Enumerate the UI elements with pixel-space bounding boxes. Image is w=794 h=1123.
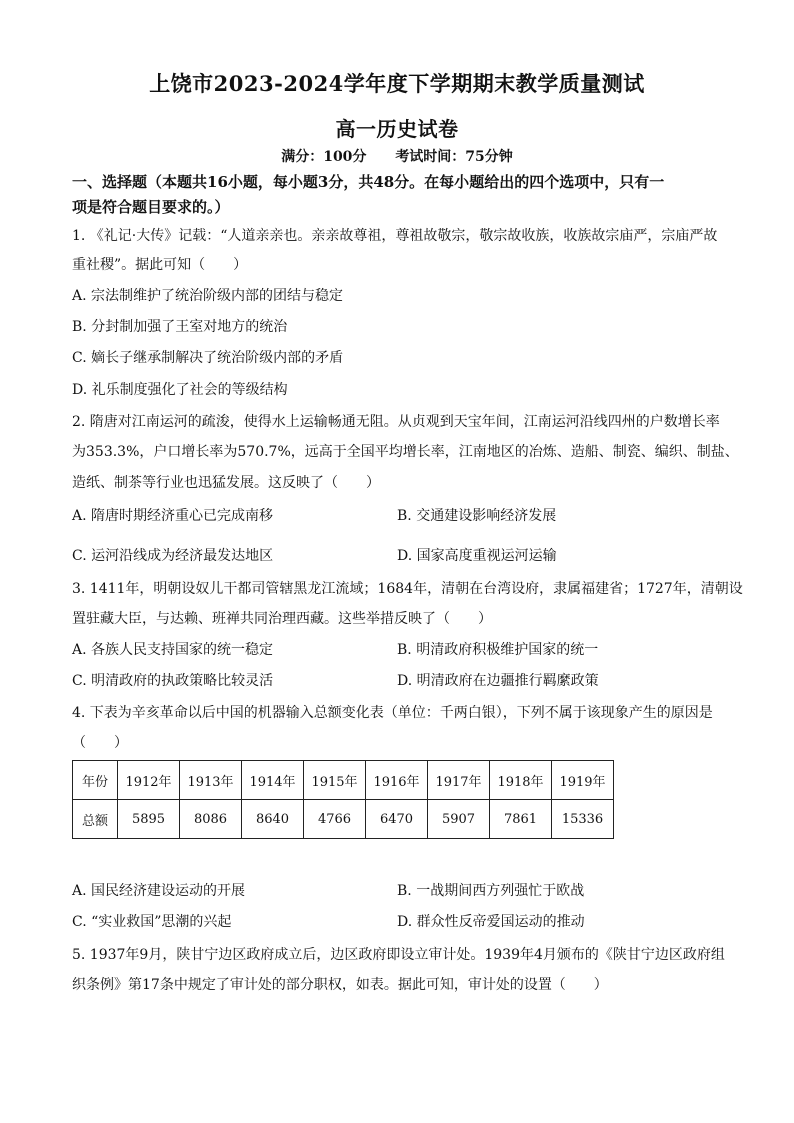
q4-stem-line-2: （ ） (72, 735, 128, 751)
q4-option-c[interactable]: C. “实业救国”思潮的兴起 (72, 914, 232, 930)
q1-option-d[interactable]: D. 礼乐制度强化了社会的等级结构 (72, 382, 288, 398)
q3-stem-line-1: 3. 1411年，明朝设奴儿干都司管辖黑龙江流域；1684年，清朝在台湾设府，隶属福建省；1727年，清朝设 (72, 581, 743, 597)
q2-option-d[interactable]: D. 国家高度重视运河运输 (397, 548, 557, 564)
q5-stem-line-1: 5. 1937年9月，陕甘宁边区政府成立后，边区政府即设立审计处。1939年4月颁布的《陕甘宁边区政府组 (72, 947, 725, 963)
q2-option-a[interactable]: A. 隋唐时期经济重心已完成南移 (72, 508, 274, 524)
q1-option-b[interactable]: B. 分封制加强了王室对地方的统治 (72, 319, 288, 335)
section-heading-line-1: 一、选择题（本题共16小题，每小题3分，共48分。在每小题给出的四个选项中，只有一 (72, 173, 665, 191)
table-cell: 1913年 (180, 761, 242, 800)
exam-time: 考试时间：75分钟 (395, 149, 513, 165)
q5-stem-line-2: 织条例》第17条中规定了审计处的部分职权，如表。据此可知，审计处的设置（ ） (72, 977, 608, 993)
exam-subtitle: 高一历史试卷 (335, 117, 459, 141)
table-header-cell: 年份 (73, 761, 118, 800)
q2-option-c[interactable]: C. 运河沿线成为经济最发达地区 (72, 548, 274, 564)
table-row (73, 800, 614, 839)
table-cell: 7861 (490, 800, 552, 839)
q3-option-a[interactable]: A. 各族人民支持国家的统一稳定 (72, 642, 274, 658)
table-cell: 1916年 (366, 761, 428, 800)
table-cell: 1914年 (242, 761, 304, 800)
q3-option-d[interactable]: D. 明清政府在边疆推行羁縻政策 (397, 673, 599, 689)
q4-option-b[interactable]: B. 一战期间西方列强忙于欧战 (397, 883, 585, 899)
table-cell: 6470 (366, 800, 428, 839)
q4-option-a[interactable]: A. 国民经济建设运动的开展 (72, 883, 246, 899)
q1-stem-line-1: 1. 《礼记·大传》记载：“人道亲亲也。亲亲故尊祖，尊祖故敬宗，敬宗故收族，收族故宗庙严，宗庙严故 (72, 228, 718, 244)
table-cell: 1912年 (118, 761, 180, 800)
exam-info (0, 146, 794, 166)
q2-option-b[interactable]: B. 交通建设影响经济发展 (397, 508, 557, 524)
table-row (73, 761, 614, 800)
table-header-cell: 总额 (73, 800, 118, 839)
full-score: 满分：100分 (281, 149, 367, 165)
table-cell: 4766 (304, 800, 366, 839)
q4-option-d[interactable]: D. 群众性反帝爱国运动的推动 (397, 914, 585, 930)
table-cell: 5907 (428, 800, 490, 839)
q2-stem-line-1: 2. 隋唐对江南运河的疏浚，使得水上运输畅通无阻。从贞观到天宝年间，江南运河沿线四州的户数增长率 (72, 414, 720, 430)
machine-import-table (72, 760, 614, 839)
q2-stem-line-2: 为353.3%，户口增长率为570.7%，远高于全国平均增长率，江南地区的冶炼、造船、制瓷、编织、制盐、 (72, 444, 739, 460)
q3-option-b[interactable]: B. 明清政府积极维护国家的统一 (397, 642, 599, 658)
table-cell: 8086 (180, 800, 242, 839)
exam-title: 上饶市2023-2024学年度下学期期末教学质量测试 (149, 71, 645, 96)
table-cell: 8640 (242, 800, 304, 839)
table-cell: 1917年 (428, 761, 490, 800)
table-cell: 5895 (118, 800, 180, 839)
q2-stem-line-3: 造纸、制茶等行业也迅猛发展。这反映了（ ） (72, 475, 380, 491)
section-heading-line-2: 项是符合题目要求的。） (72, 198, 230, 216)
table-cell: 1918年 (490, 761, 552, 800)
q3-option-c[interactable]: C. 明清政府的执政策略比较灵活 (72, 673, 274, 689)
table-cell: 1915年 (304, 761, 366, 800)
table-cell: 15336 (552, 800, 614, 839)
q3-stem-line-2: 置驻藏大臣，与达赖、班禅共同治理西藏。这些举措反映了（ ） (72, 611, 492, 627)
q1-option-c[interactable]: C. 嫡长子继承制解决了统治阶级内部的矛盾 (72, 350, 344, 366)
q1-option-a[interactable]: A. 宗法制维护了统治阶级内部的团结与稳定 (72, 288, 344, 304)
q4-stem-line-1: 4. 下表为辛亥革命以后中国的机器输入总额变化表（单位：千两白银），下列不属于该现象产生的原因是 (72, 705, 713, 721)
q1-stem-line-2: 重社稷”。据此可知（ ） (72, 257, 248, 273)
table-cell: 1919年 (552, 761, 614, 800)
